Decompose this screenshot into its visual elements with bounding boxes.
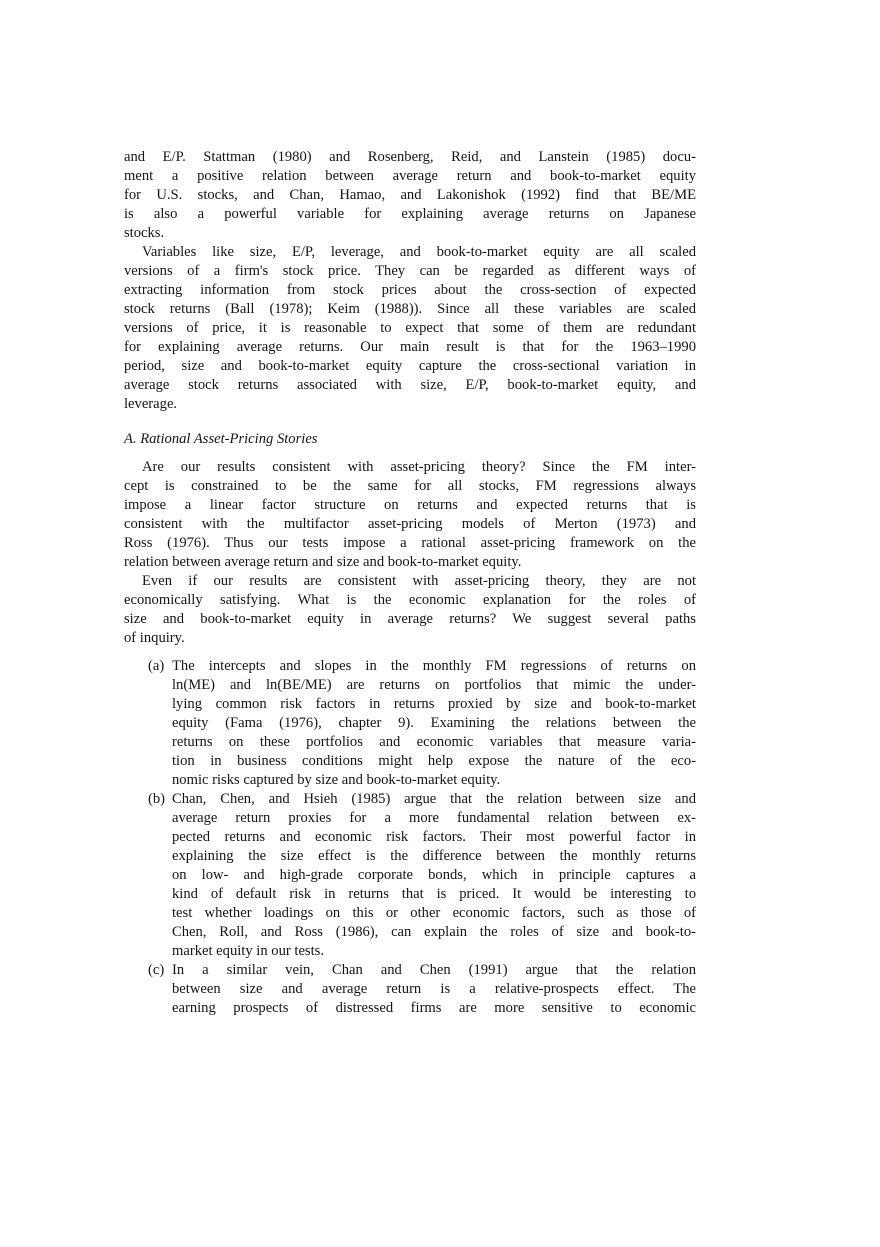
text-line: average stock returns associated with size, E/P, book-to-market equity, and <box>124 377 696 393</box>
text-line: for explaining average returns. Our main result is that for the 1963–1990 <box>124 339 696 355</box>
text-line: equity (Fama (1976), chapter 9). Examining the relations between the <box>172 715 696 731</box>
text-line: The intercepts and slopes in the monthly FM regressions of returns on <box>172 658 696 674</box>
text-line: nomic risks captured by size and book-to-market equity. <box>172 772 501 788</box>
text-line: relation between average return and size and book-to-market equity. <box>124 554 522 570</box>
paragraph-4 <box>124 572 696 648</box>
text-line: leverage. <box>124 396 178 412</box>
text-line: Even if our results are consistent with asset-pricing theory, they are not <box>142 573 696 589</box>
text-line: Ross (1976). Thus our tests impose a rational asset-pricing framework on the <box>124 535 696 551</box>
text-line: stock returns (Ball (1978); Keim (1988)). Since all these variables are scaled <box>124 301 696 317</box>
text-line: ln(ME) and ln(BE/ME) are returns on portfolios that mimic the under- <box>172 677 696 693</box>
list-marker: (b) <box>148 791 166 807</box>
text-line: economically satisfying. What is the economic explanation for the roles of <box>124 592 696 608</box>
paragraph-1 <box>124 148 696 243</box>
text-line: Chan, Chen, and Hsieh (1985) argue that the relation between size and <box>172 791 696 807</box>
text-line: earning prospects of distressed firms are more sensitive to economic <box>172 1000 696 1016</box>
text-line: impose a linear factor structure on returns and expected returns that is <box>124 497 696 513</box>
text-line: tion in business conditions might help expose the nature of the eco- <box>172 753 696 769</box>
inquiry-list <box>124 657 696 1018</box>
section-heading: A. Rational Asset-Pricing Stories <box>124 431 318 447</box>
page-body <box>124 148 696 1018</box>
text-line: versions of price, it is reasonable to expect that some of them are redundant <box>124 320 696 336</box>
text-line: cept is constrained to be the same for all stocks, FM regressions always <box>124 478 696 494</box>
text-line: and E/P. Stattman (1980) and Rosenberg, Reid, and Lanstein (1985) docu- <box>124 149 696 165</box>
text-line: returns on these portfolios and economic variables that measure varia- <box>172 734 696 750</box>
text-line: test whether loadings on this or other economic factors, such as those of <box>172 905 696 921</box>
text-line: pected returns and economic risk factors. Their most powerful factor in <box>172 829 696 845</box>
text-line: Chen, Roll, and Ross (1986), can explain the roles of size and book-to- <box>172 924 696 940</box>
text-line: consistent with the multifactor asset-pricing models of Merton (1973) and <box>124 516 696 532</box>
text-line: between size and average return is a relative-prospects effect. The <box>172 981 696 997</box>
text-line: In a similar vein, Chan and Chen (1991) argue that the relation <box>172 962 696 978</box>
text-line: Are our results consistent with asset-pricing theory? Since the FM inter- <box>142 459 696 475</box>
text-line: is also a powerful variable for explaining average returns on Japanese <box>124 206 696 222</box>
text-line: for U.S. stocks, and Chan, Hamao, and Lakonishok (1992) find that BE/ME <box>124 187 696 203</box>
text-line: size and book-to-market equity in average returns? We suggest several paths <box>124 611 696 627</box>
text-line: period, size and book-to-market equity capture the cross-sectional variation in <box>124 358 696 374</box>
list-item <box>124 790 696 961</box>
list-item <box>124 657 696 790</box>
text-line: Variables like size, E/P, leverage, and book-to-market equity are all scaled <box>142 244 696 260</box>
text-line: stocks. <box>124 225 165 241</box>
text-line: on low- and high-grade corporate bonds, which in principle captures a <box>172 867 696 883</box>
text-line: ment a positive relation between average return and book-to-market equity <box>124 168 696 184</box>
paragraph-3 <box>124 458 696 572</box>
list-marker: (a) <box>148 658 165 674</box>
text-line: kind of default risk in returns that is priced. It would be interesting to <box>172 886 696 902</box>
text-line: versions of a firm's stock price. They can be regarded as different ways of <box>124 263 696 279</box>
text-line: explaining the size effect is the difference between the monthly returns <box>172 848 696 864</box>
text-line: lying common risk factors in returns proxied by size and book-to-market <box>172 696 696 712</box>
text-line: market equity in our tests. <box>172 943 324 959</box>
text-line: of inquiry. <box>124 630 185 646</box>
list-item <box>124 961 696 1018</box>
paragraph-2 <box>124 243 696 414</box>
text-line: extracting information from stock prices about the cross-section of expected <box>124 282 696 298</box>
list-marker: (c) <box>148 962 165 978</box>
text-line: average return proxies for a more fundamental relation between ex- <box>172 810 696 826</box>
